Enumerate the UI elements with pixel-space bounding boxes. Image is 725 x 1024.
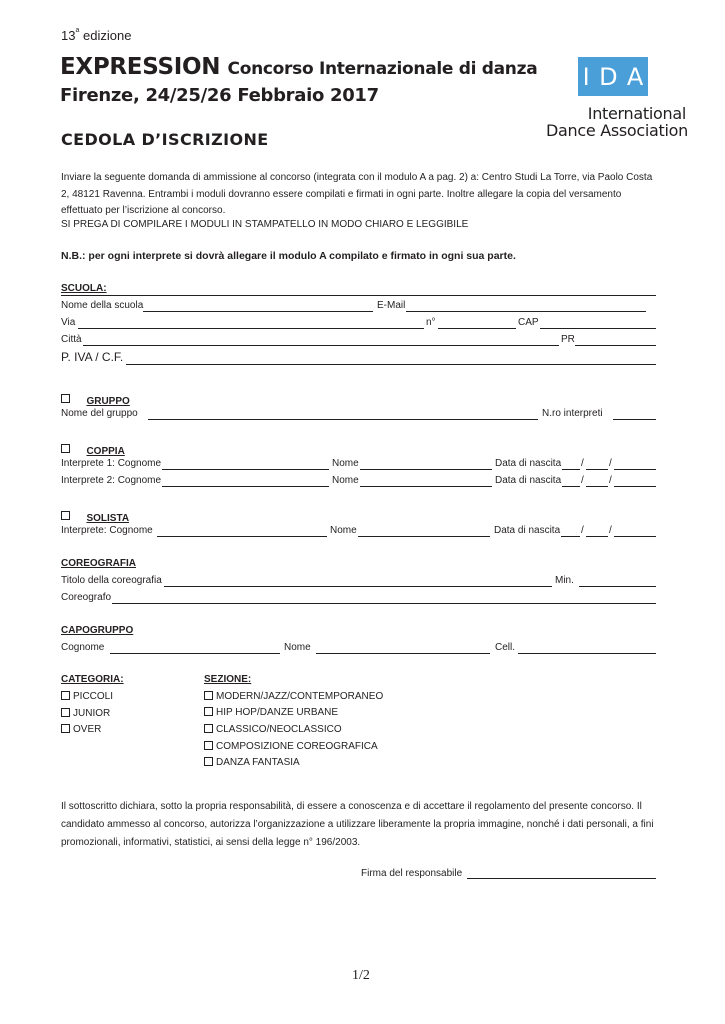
edition-superscript: a [75, 27, 80, 34]
city-field[interactable] [83, 345, 559, 346]
email-field[interactable] [406, 311, 646, 312]
ida-logo [578, 57, 648, 96]
coppia-checkbox[interactable] [61, 444, 70, 453]
soloist-birth-month[interactable] [586, 536, 608, 537]
section-option-classico[interactable] [204, 724, 342, 735]
logo-line-2: Dance Association [546, 121, 688, 140]
checkbox[interactable] [204, 707, 213, 716]
school-name-field[interactable] [143, 311, 373, 312]
checkbox[interactable] [204, 741, 213, 750]
performer2-surname-label: Interprete 2: Cognome [61, 475, 162, 486]
leader-name-label: Nome [284, 642, 311, 653]
leader-phone-field[interactable] [518, 653, 656, 654]
cap-label: CAP [518, 317, 539, 328]
logo-letter: D [599, 62, 618, 91]
caps-note: SI PREGA DI COMPILARE I MODULI IN STAMPATELLO IN MODO CHIARO E LEGGIBILE [61, 219, 469, 230]
signature-field[interactable] [467, 878, 656, 879]
edition-label [61, 28, 131, 43]
checkbox[interactable] [204, 724, 213, 733]
group-name-field[interactable] [148, 419, 538, 420]
performer2-name-label: Nome [332, 475, 359, 486]
soloist-name-field[interactable] [358, 536, 490, 537]
performer1-birth-day[interactable] [562, 469, 580, 470]
logo-text [546, 105, 686, 139]
minutes-field[interactable] [579, 586, 656, 587]
section-option-modern[interactable] [204, 691, 383, 702]
soloist-birth-day[interactable] [561, 536, 580, 537]
option-label: MODERN/JAZZ/CONTEMPORANEO [216, 691, 384, 702]
option-label: OVER [73, 724, 102, 735]
logo-line-1: International [587, 104, 686, 123]
section-option-hiphop[interactable] [204, 707, 338, 718]
number-field[interactable] [438, 328, 516, 329]
email-label: E-Mail [377, 300, 406, 311]
title-main: EXPRESSION [60, 54, 221, 80]
option-label: HIP HOP/DANZE URBANE [216, 707, 339, 718]
category-option-piccoli[interactable] [61, 691, 113, 702]
logo-letter: I [582, 62, 590, 91]
performer2-name-field[interactable] [360, 486, 492, 487]
province-label: PR [561, 334, 575, 345]
page-subtitle: Firenze, 24/25/26 Febbraio 2017 [60, 85, 379, 106]
gruppo-checkbox[interactable] [61, 394, 70, 403]
performer2-surname-field[interactable] [162, 486, 329, 487]
solista-checkbox[interactable] [61, 511, 70, 520]
soloist-surname-field[interactable] [157, 536, 327, 537]
cap-field[interactable] [540, 328, 656, 329]
section-option-composizione[interactable] [204, 741, 378, 752]
checkbox[interactable] [204, 691, 213, 700]
leader-surname-field[interactable] [110, 653, 280, 654]
choreography-title-label: Titolo della coreografia [61, 575, 162, 586]
number-label: n° [426, 317, 436, 328]
choreographer-label: Coreografo [61, 592, 112, 603]
soloist-birthdate-label: Data di nascita [494, 525, 561, 536]
option-label: JUNIOR [73, 708, 111, 719]
sezione-heading: SEZIONE: [204, 674, 252, 685]
option-label: PICCOLI [73, 691, 114, 702]
soloist-birth-year[interactable] [614, 536, 656, 537]
choreographer-field[interactable] [112, 603, 656, 604]
option-label: CLASSICO/NEOCLASSICO [216, 724, 342, 735]
performers-count-label: N.ro interpreti [542, 408, 603, 419]
edition-word: edizione [83, 28, 132, 43]
performer1-name-field[interactable] [360, 469, 492, 470]
intro-text: Inviare la seguente domanda di ammissione al concorso (integrata con il modulo A a pag. 2) a: Centro Studi La Torre, via Paolo Costa 2, 48121 Ravenna. Entrambi i moduli dovranno essere compilati e firmati in ogni parte. Inoltre allegare la copia del versamento effettuato per l’iscrizione al concorso. [61, 172, 653, 216]
vat-field[interactable] [126, 364, 656, 365]
solista-heading: SOLISTA [86, 513, 130, 524]
performers-count-field[interactable] [613, 419, 656, 420]
date-slash: / [581, 525, 584, 536]
date-slash: / [609, 475, 612, 486]
coppia-heading: COPPIA [86, 446, 125, 457]
categoria-heading: CATEGORIA: [61, 674, 124, 685]
leader-name-field[interactable] [316, 653, 490, 654]
vat-label: P. IVA / C.F. [61, 350, 124, 364]
performer2-birth-month[interactable] [586, 486, 608, 487]
performer2-birthdate-label: Data di nascita [495, 475, 562, 486]
option-label: COMPOSIZIONE COREOGRAFICA [216, 741, 378, 752]
form-title: CEDOLA D’ISCRIZIONE [61, 130, 269, 149]
performer1-surname-label: Interprete 1: Cognome [61, 458, 162, 469]
logo-letter: A [626, 62, 644, 91]
date-slash: / [581, 458, 584, 469]
declaration-text: Il sottoscritto dichiara, sotto la propria responsabilità, di essere a conoscenza e di accettare il regolamento del presente concorso. Il candidato ammesso al concorso, autorizza l’organizzazione a utilizzare liberamente la propria immagine, nonché i dati personali, a fini promozionali, informativi, statistici, ai sensi della legge n° 196/2003. [61, 801, 654, 848]
page-number: 1/2 [352, 968, 370, 983]
gruppo-heading: GRUPPO [86, 396, 130, 407]
date-slash: / [609, 525, 612, 536]
coreografia-heading: COREOGRAFIA [61, 558, 136, 569]
school-name-label: Nome della scuola [61, 300, 144, 311]
performer1-birth-month[interactable] [586, 469, 608, 470]
date-slash: / [581, 475, 584, 486]
option-label: DANZA FANTASIA [216, 757, 300, 768]
performer2-birth-day[interactable] [562, 486, 580, 487]
capogruppo-heading: CAPOGRUPPO [61, 625, 134, 636]
leader-phone-label: Cell. [495, 642, 516, 653]
performer1-surname-field[interactable] [162, 469, 329, 470]
performer1-birth-year[interactable] [614, 469, 656, 470]
gruppo-checkbox-row[interactable] [61, 391, 130, 409]
city-label: Città [61, 334, 82, 345]
category-option-junior[interactable] [61, 708, 110, 719]
via-label: Via [61, 317, 76, 328]
checkbox[interactable] [204, 757, 213, 766]
section-option-fantasia[interactable] [204, 757, 300, 768]
title-rest: Concorso Internazionale di danza [227, 59, 538, 79]
minutes-label: Min. [555, 575, 574, 586]
performer2-birth-year[interactable] [614, 486, 656, 487]
solista-checkbox-row[interactable] [61, 508, 129, 526]
leader-surname-label: Cognome [61, 642, 105, 653]
soloist-surname-label: Interprete: Cognome [61, 525, 153, 536]
choreography-title-field[interactable] [164, 586, 552, 587]
performer1-name-label: Nome [332, 458, 359, 469]
group-name-label: Nome del gruppo [61, 408, 138, 419]
date-slash: / [609, 458, 612, 469]
page-title [60, 54, 537, 80]
scuola-heading: SCUOLA: [61, 283, 107, 294]
nb-note: N.B.: per ogni interprete si dovrà allegare il modulo A compilato e firmato in ogni sua parte. [61, 250, 516, 262]
soloist-name-label: Nome [330, 525, 357, 536]
via-field[interactable] [78, 328, 424, 329]
category-option-over[interactable] [61, 724, 101, 735]
province-field[interactable] [575, 345, 656, 346]
edition-number: 13 [61, 28, 76, 43]
scuola-divider [61, 295, 656, 296]
checkbox[interactable] [61, 691, 70, 700]
signature-label: Firma del responsabile [361, 868, 463, 879]
checkbox[interactable] [61, 708, 70, 717]
coppia-checkbox-row[interactable] [61, 441, 125, 459]
performer1-birthdate-label: Data di nascita [495, 458, 562, 469]
checkbox[interactable] [61, 724, 70, 733]
